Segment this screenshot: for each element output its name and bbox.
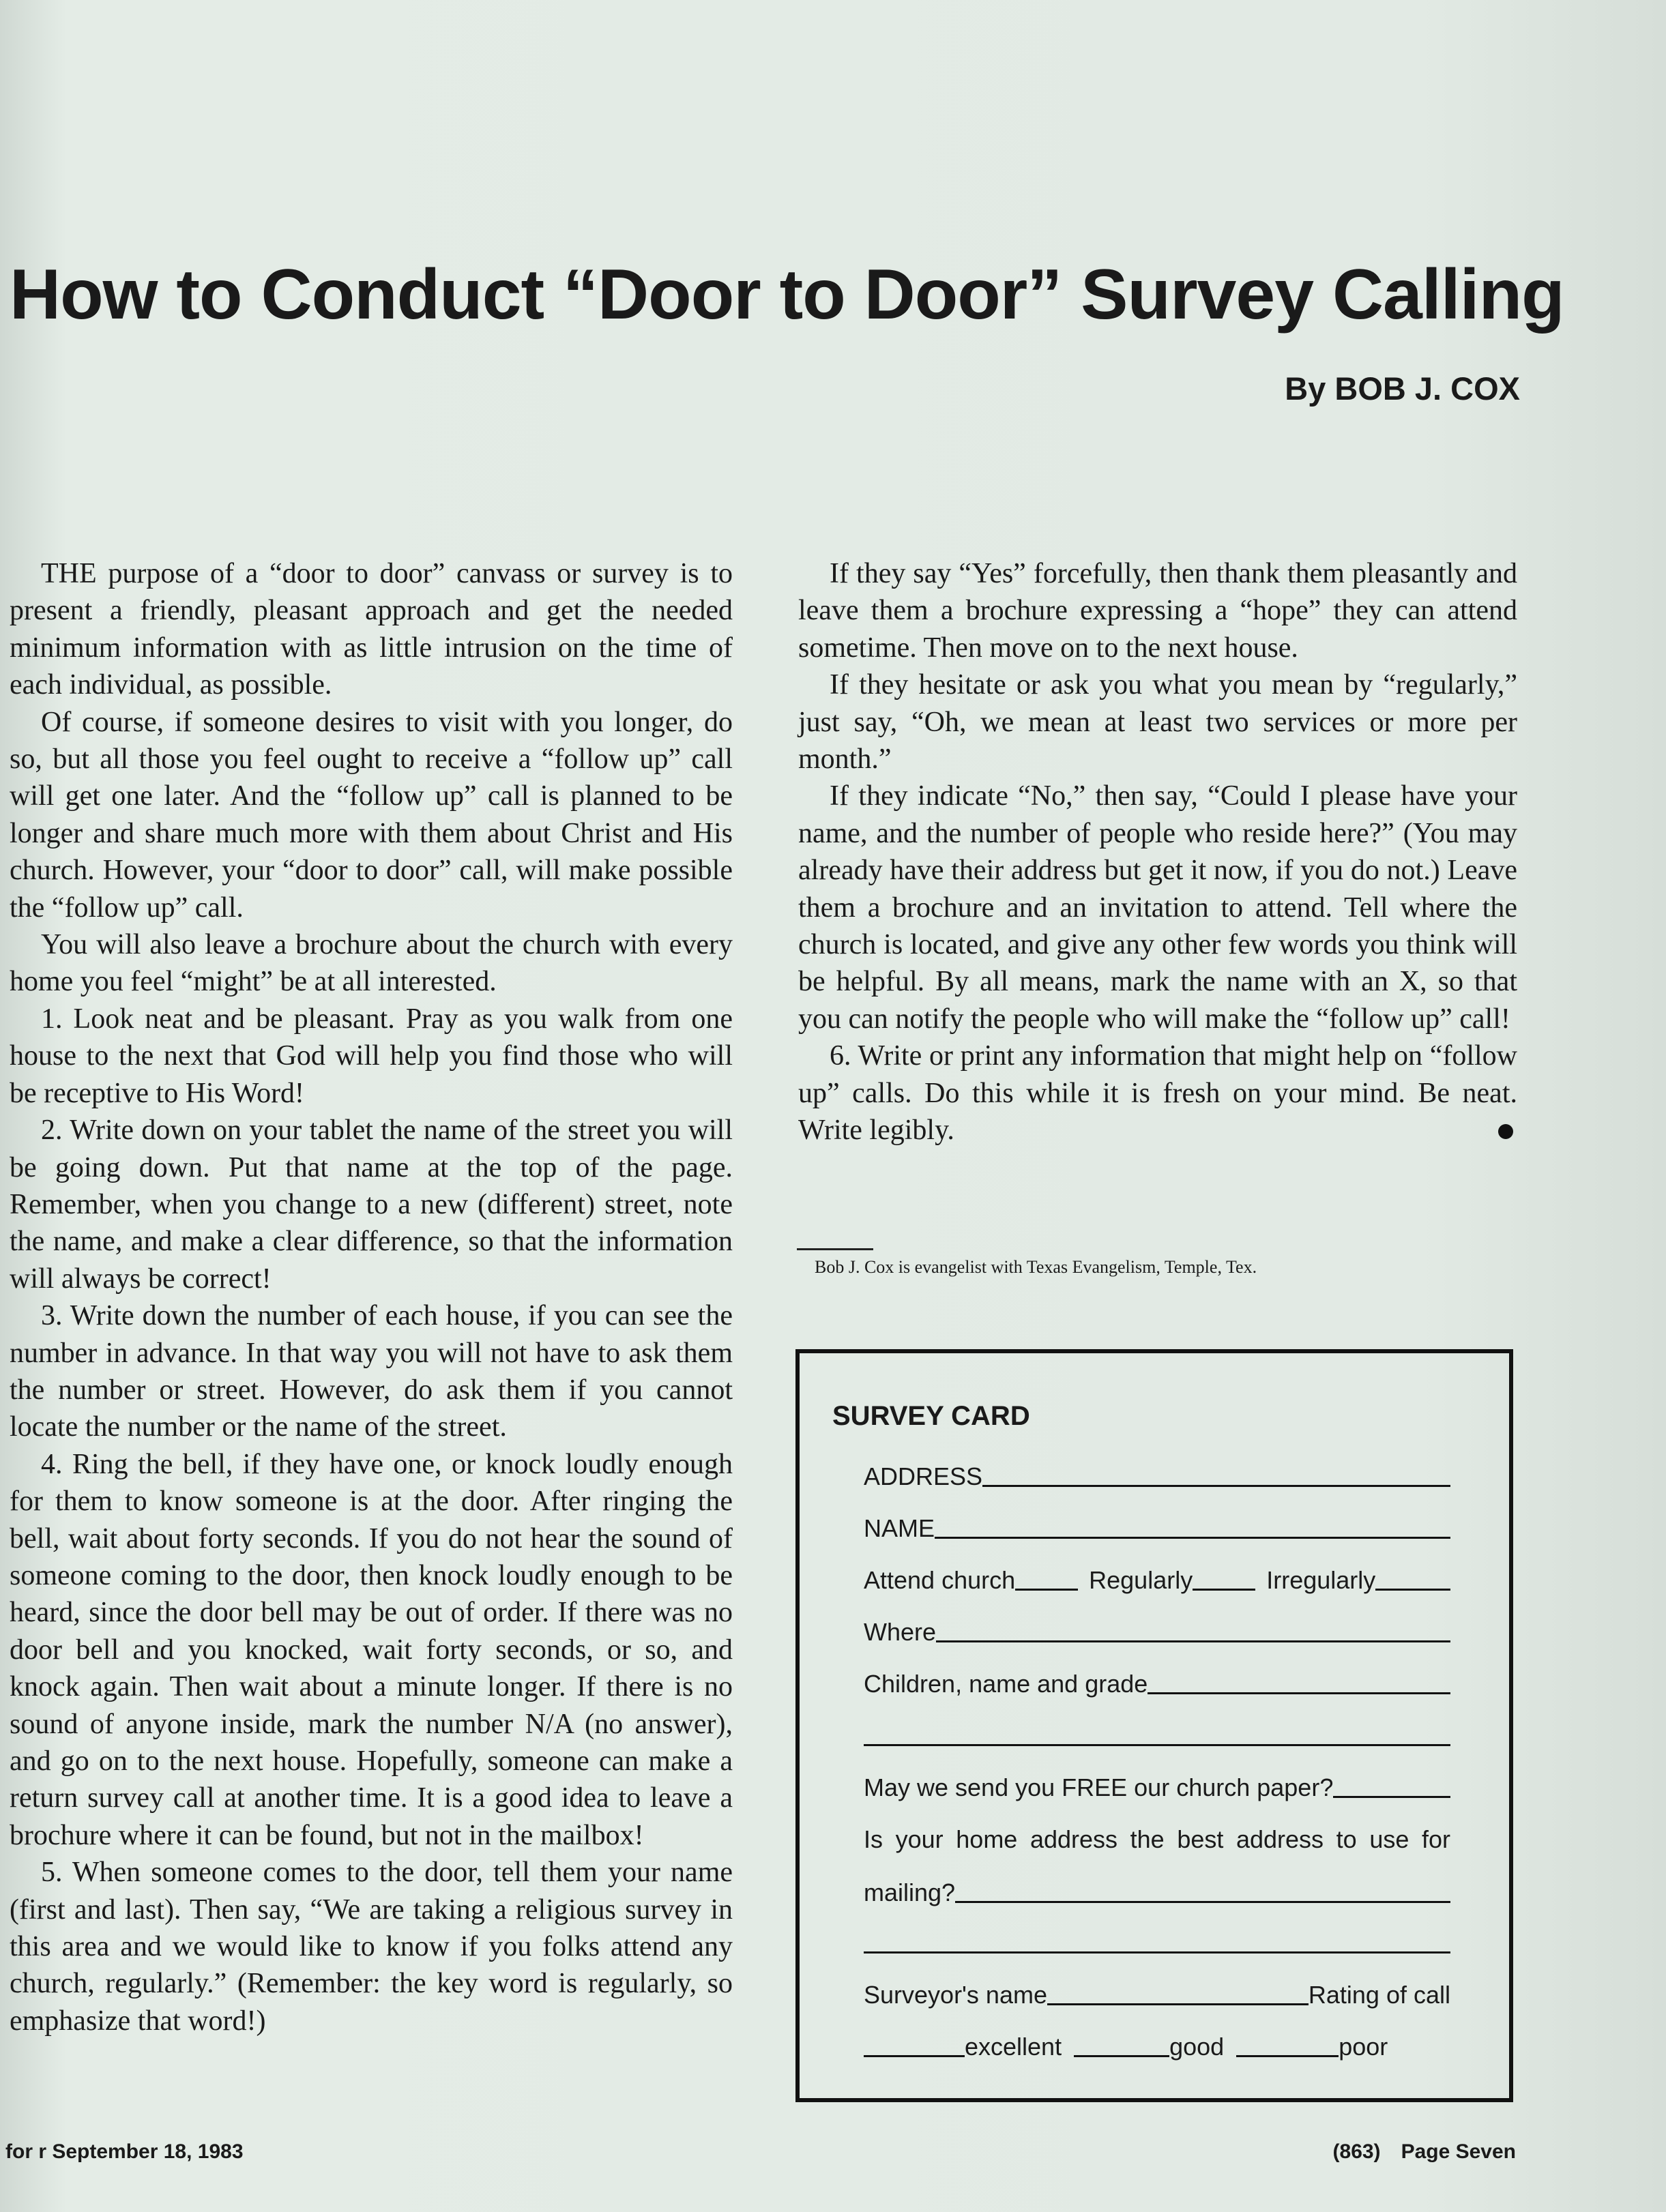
body-paragraph: 1. Look neat and be pleasant. Pray as you walk from one house to the next that God will help you find those who will be receptive to His Word! — [10, 1003, 733, 1109]
survey-card — [795, 1349, 1513, 2102]
free-paper-line — [1333, 1796, 1450, 1798]
body-paragraph: THE purpose of a “door to door” canvass or survey is to present a friendly, pleasant approach and get the needed minimum information with as little intrusion on the time of each individual, as possible. — [10, 558, 733, 701]
surveyor-name-line — [1047, 2003, 1309, 2005]
where-label: Where — [864, 1618, 937, 1646]
mailing-label: mailing? — [864, 1878, 956, 1906]
article-byline: By BOB J. COX — [1285, 370, 1520, 407]
author-note: Bob J. Cox is evangelist with Texas Evangelism, Temple, Tex. — [815, 1257, 1257, 1277]
attend-church-line — [1015, 1589, 1078, 1591]
page-number: Page Seven — [1401, 2140, 1516, 2163]
children-row — [864, 1667, 1450, 1700]
excellent-label: excellent — [965, 2033, 1062, 2061]
irregularly-label: Irregularly — [1266, 1566, 1376, 1594]
regularly-label: Regularly — [1089, 1566, 1193, 1594]
body-paragraph-text: 6. Write or print any information that might help on “follow up” calls. Do this while it is fresh on your mind. Be neat. Write legibly. — [798, 1040, 1517, 1147]
mailing-row — [864, 1876, 1450, 1908]
surveyor-row — [864, 1978, 1450, 2011]
free-paper-label: May we send you FREE our church paper? — [864, 1773, 1334, 1801]
attend-row — [864, 1563, 1450, 1596]
blank-line-2 — [864, 1951, 1450, 1953]
mailing-line — [955, 1901, 1450, 1903]
poor-line — [1236, 2055, 1339, 2057]
address-label: ADDRESS — [864, 1462, 983, 1490]
rating-of-call-label: Rating of call — [1308, 1981, 1450, 2009]
footer-page — [1333, 2140, 1516, 2164]
issue-number: (863) — [1332, 2140, 1381, 2163]
good-line — [1074, 2055, 1169, 2057]
body-paragraph: If they say “Yes” forcefully, then thank them pleasantly and leave them a brochure expressing a “hope” they can attend sometime. Then move on to the next house. — [798, 558, 1517, 664]
footnote-rule — [797, 1248, 873, 1250]
body-paragraph: You will also leave a brochure about the church with every home you feel “might” be at all interested. — [10, 929, 733, 998]
body-paragraph: If they indicate “No,” then say, “Could I please have your name, and the number of people who reside here?” (You may already have their address but get it now, if you do not.) Leave them a brochure and an invitation to attend. Tell where the church is located, and give any other few words you think will be helpful. By all means, mark the name with an X, so that you can notify the people who will make the “follow up” call! — [798, 780, 1517, 1035]
end-mark-icon — [1498, 1124, 1513, 1139]
excellent-line — [864, 2055, 965, 2057]
survey-card-title: SURVEY CARD — [832, 1401, 1030, 1431]
body-paragraph: Of course, if someone desires to visit with you longer, do so, but all those you feel ought to receive a “follow up” call will get one later. And the “follow up” call is planned to be longer and share much more with them about Christ and His church. However, your “door to door” call, will make possible the “follow up” call. — [10, 706, 733, 924]
article-title: How to Conduct “Door to Door” Survey Calling — [10, 255, 1564, 334]
good-label: good — [1169, 2033, 1225, 2061]
irregularly-line — [1375, 1589, 1450, 1591]
children-line — [1148, 1692, 1450, 1694]
body-paragraph: 4. Ring the bell, if they have one, or knock loudly enough for them to know someone is at the door. After ringing the bell, wait about forty seconds. If you do not hear the sound of someone coming to the door, then knock loudly enough to be heard, since the door bell may be out of order. If there was no door bell and you knocked, wait forty seconds, or so, and knock again. Then wait about a minute longer. If there is no sound of anyone inside, mark the number N/A (no answer), and go on to the next house. Hopefully, someone can make a return survey call at another time. It is a good idea to leave a brochure where it can be found, but not in the mailbox! — [10, 1448, 733, 1851]
body-paragraph: 2. Write down on your tablet the name of the street you will be going down. Put that name at the top of the page. Remember, when you change to a new (different) street, note the name, and make a clear difference, so that the information will always be correct! — [10, 1115, 733, 1295]
home-address-row — [864, 1823, 1450, 1855]
where-row — [864, 1615, 1450, 1648]
body-paragraph: 5. When someone comes to the door, tell them your name (first and last). Then say, “We are taking a religious survey in this area and we would like to know if you folks attend any church, regularly.” (Remember: the key word is regularly, so emphasize that word!) — [10, 1857, 733, 2037]
rating-row — [864, 2030, 1450, 2063]
body-paragraph-last — [798, 1037, 1517, 1149]
blank-row-2 — [864, 1926, 1450, 1959]
footer-date: for r September 18, 1983 — [5, 2140, 244, 2163]
surveyor-name-label: Surveyor's name — [864, 1981, 1047, 2009]
body-paragraph: If they hesitate or ask you what you mean by “regularly,” just say, “Oh, we mean at least two services or more per month.” — [798, 669, 1517, 776]
attend-church-label: Attend church — [864, 1566, 1016, 1594]
left-column — [10, 555, 733, 2039]
body-paragraph: 3. Write down the number of each house, if you can see the number in advance. In that way you will not have to ask them the number or street. However, do ask them if you cannot locate the number or the name of the street. — [10, 1300, 733, 1443]
home-address-label: Is your home address the best address to use for — [864, 1825, 1450, 1853]
address-row — [864, 1460, 1450, 1492]
name-line — [935, 1537, 1450, 1539]
where-line — [936, 1640, 1450, 1642]
regularly-line — [1193, 1589, 1255, 1591]
name-row — [864, 1511, 1450, 1544]
poor-label: poor — [1339, 2033, 1388, 2061]
children-label: Children, name and grade — [864, 1670, 1148, 1698]
blank-line — [864, 1744, 1450, 1746]
name-label: NAME — [864, 1514, 935, 1542]
address-line — [982, 1485, 1450, 1487]
blank-row — [864, 1719, 1450, 1752]
right-column — [798, 555, 1517, 1149]
free-paper-row — [864, 1771, 1450, 1803]
